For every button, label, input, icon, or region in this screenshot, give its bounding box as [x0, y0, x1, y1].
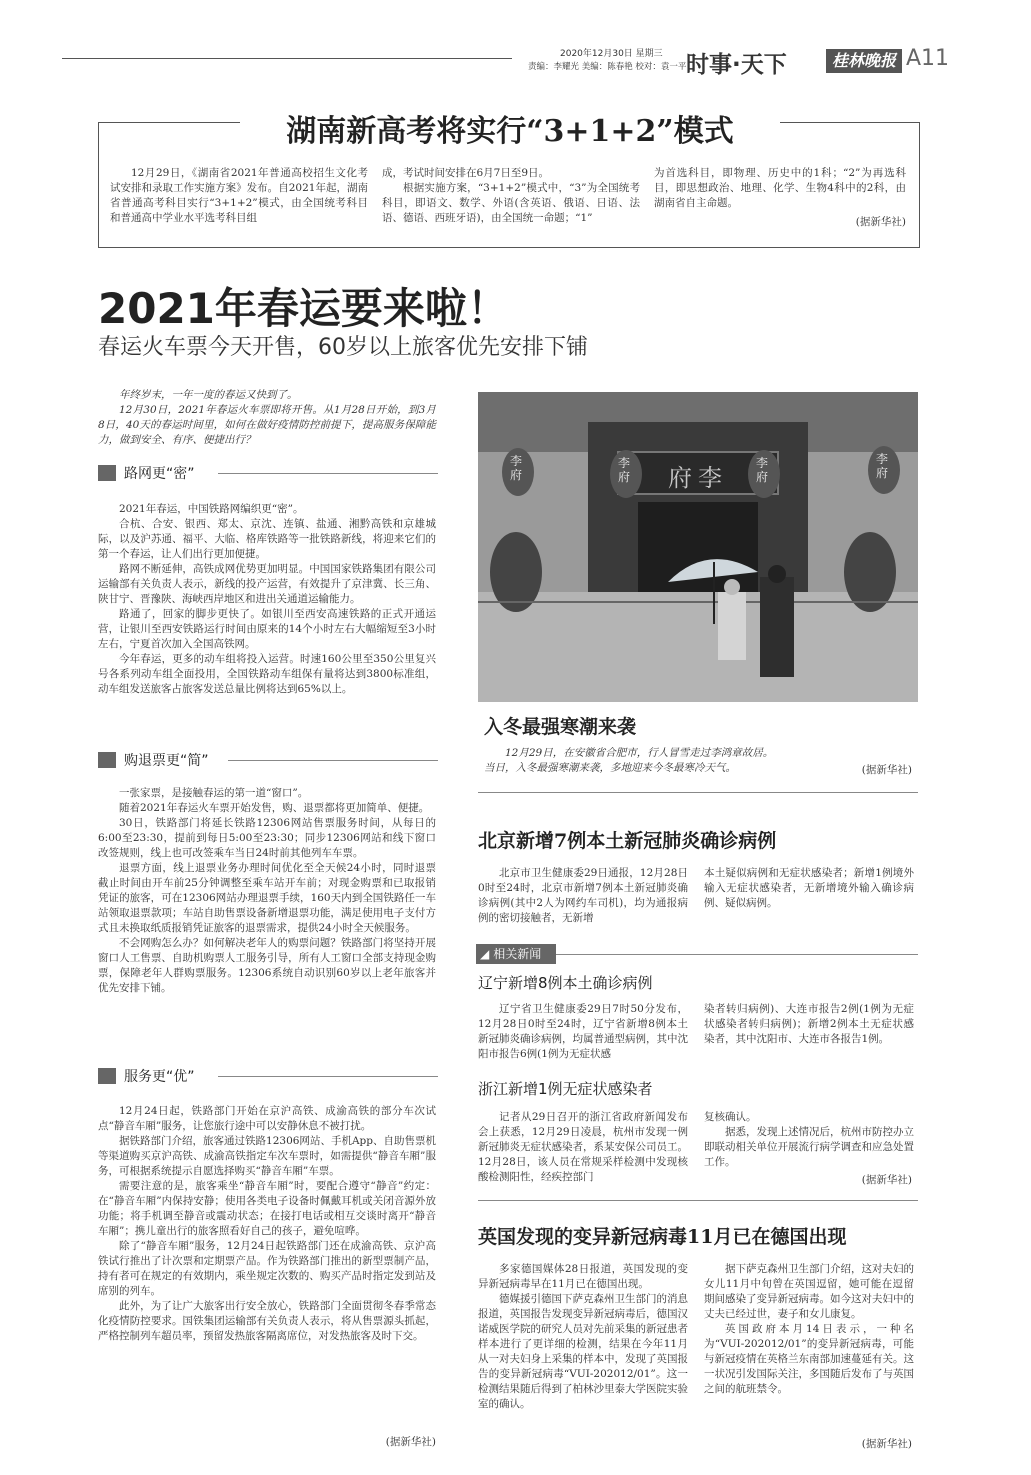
- section-marker: [98, 752, 116, 768]
- header-rule: [62, 58, 512, 59]
- photo-sign: 府李: [668, 464, 728, 492]
- section-heading-text: 购退票更“简”: [124, 753, 209, 769]
- photo-caption: 12月29日，在安徽省合肥市，行人冒雪走过李鸿章故居。 当日，入冬最强寒潮来袭，多地迎来今冬最寒冷天气。: [484, 747, 774, 774]
- related-item1-col1: 辽宁省卫生健康委29日7时50分发布，12月28日0时至24时，辽宁省新增8例本土新冠肺炎确诊病例，均属普通型病例，其中沈阳市报告6例(1例为无症状感: [478, 1003, 688, 1060]
- related-news-label: 相关新闻: [493, 947, 542, 961]
- section-heading-service: [98, 1066, 438, 1086]
- related-news-tag: [476, 944, 556, 964]
- article3-col2: 本土疑似病例和无症状感染者；新增1例境外输入无症状感染者，无新增境外输入确诊病例、疑似病例。: [704, 867, 914, 909]
- section-rule: [218, 473, 438, 474]
- section-heading-text: 路网更“密”: [124, 466, 195, 482]
- section-body-network: 2021年春运，中国铁路网编织更“密”。 合杭、合安、银西、郑太、京沈、连镇、盐通、湘黔高铁和京雄城际，以及沪苏通、福平、大临、格库铁路等一批铁路新线，将迎来它们的第一个春运，让人们出行更加便捷。 路网不断延伸，高铁成网优势更加明显。中国国家铁路集团有限公司运输部有关负责人表示，新线的投产运营，有效提升了京津冀、长三角、陕甘宁、晋豫陕、海峡西岸地区和进出关通道运输能力。 路通了，回家的脚步更快了。如银川至西安高速铁路的正式开通运营，让银川至西安铁路运行时间由原来的14个小时左右大幅缩短至3小时左右，宁夏首次加入全国高铁网。 今年春运，更多的动车组将投入运营。时速160公里至350公里复兴号各系列动车组全面投用，全国铁路动车组保有量将达到3800标准组，动车组发送旅客占旅客发送总量比例将达到65%以上。: [98, 503, 436, 695]
- section-name: 时事·天下: [686, 52, 787, 78]
- article1-col3: 为首选科目，即物理、历史中的1科；“2”为再选科目，即思想政治、地理、化学、生物4科中的2科，由湖南省自主命题。: [654, 167, 906, 209]
- article3-title: 北京新增7例本土新冠肺炎确诊病例: [478, 830, 777, 852]
- header-date: 2020年12月30日 星期三: [560, 49, 663, 59]
- paper-logo: 桂林晚报: [826, 49, 902, 73]
- photo-frame-rule: [478, 792, 918, 793]
- lantern-text: 李府: [510, 454, 523, 482]
- article1-col1: 12月29日，《湖南省2021年普通高校招生文化考试安排和录取工作实施方案》发布。自2021年起，湖南省普通高考科目实行“3+1+2”模式，由全国统考科目和普通高中学业水平选考科目组: [110, 167, 368, 224]
- article1-col2: 成，考试时间安排在6月7日至9日。 根据实施方案，“3+1+2”模式中，“3”为全国统考科目，即语文、数学、外语(含英语、俄语、日语、法语、德语、西班牙语)，由全国统一命题；“1”: [382, 167, 640, 224]
- article1-credit: (据新华社): [855, 216, 906, 228]
- lantern-text: 李府: [756, 456, 769, 484]
- related-item1-title: 辽宁新增8例本土确诊病例: [478, 974, 653, 992]
- section-heading-tickets: [98, 750, 438, 770]
- page-number: A11: [906, 46, 950, 71]
- section-heading-network: [98, 463, 438, 483]
- related-bottom-rule: [478, 1200, 918, 1201]
- photo-caption-title: 入冬最强寒潮来袭: [484, 716, 637, 738]
- section-marker: [98, 1068, 116, 1084]
- article1-title: 湖南新高考将实行“3+1+2”模式: [286, 114, 734, 149]
- section-rule: [228, 760, 438, 761]
- article4-credit: (据新华社): [861, 1438, 912, 1450]
- photo-credit: (据新华社): [861, 764, 912, 776]
- related-item2-col2: 复核确认。 据悉，发现上述情况后，杭州市防控办立即联动相关单位开展流行病学调查和应急处置工作。: [704, 1111, 914, 1168]
- section-marker: [98, 465, 116, 481]
- related-item2-col1: 记者从29日召开的浙江省政府新闻发布会上获悉，12月29日凌晨，杭州市发现一例新冠肺炎无症状感染者，系某安保公司员工。12月28日，该人员在常规采样检测中发现核酸检测阳性，经疾控部门: [478, 1111, 688, 1183]
- section-body-service: 12月24日起，铁路部门开始在京沪高铁、成渝高铁的部分车次试点“静音车厢”服务，让您旅行途中可以安静休息不被打扰。 据铁路部门介绍，旅客通过铁路12306网站、手机App、自助售票机等渠道购买京沪高铁、成渝高铁指定车次车票时，如需提供“静音车厢”服务，可根据系统提示自愿选择购买“静音车厢”车票。 需要注意的是，旅客乘坐“静音车厢”时，要配合遵守“静音”约定：在“静音车厢”内保持安静；使用各类电子设备时佩戴耳机或关闭音源外放功能；将手机调至静音或震动状态；在接打电话或相互交谈时离开“静音车厢”；携儿童出行的旅客照看好自己的孩子，避免喧哗。 除了“静音车厢”服务，12月24日起铁路部门还在成渝高铁、京沪高铁试行推出了计次票和定期票产品。作为铁路部门推出的新型票制产品，持有者可在规定的有效期内，乘坐规定次数的、购买产品时指定发到站及席别的列车。 此外，为了让广大旅客出行安全放心，铁路部门全面贯彻冬春季常态化疫情防控要求。国铁集团运输部有关负责人表示，将从售票源头抓起，严格控制列车超员率，预留发热旅客隔离席位，对发热旅客及时下交。: [98, 1105, 436, 1342]
- article4-col1: 多家德国媒体28日报道，英国发现的变异新冠病毒早在11月已在德国出现。 德媒援引德国下萨克森州卫生部门的消息报道，英国报告发现变异新冠病毒后，德国汉诺威医学院的研究人员对先前采集的新冠患者样本进行了更详细的检测，结果在今年11月从一对夫妇身上采集的样本中，发现了英国报告的变异新冠病毒“VUI-202012/01”。这一检测结果随后得到了柏林沙里泰大学医院实验室的确认。: [478, 1263, 688, 1410]
- article3-col1: 北京市卫生健康委29日通报，12月28日0时至24时，北京市新增7例本土新冠肺炎确诊病例(其中2人为网约车司机)，均为通报病例的密切接触者，无新增: [478, 867, 688, 924]
- lantern-text: 李府: [618, 456, 631, 484]
- related-item2-title: 浙江新增1例无症状感染者: [478, 1080, 653, 1098]
- section-rule: [218, 1076, 438, 1077]
- related-credit: (据新华社): [861, 1174, 912, 1186]
- related-news-rule: [556, 954, 918, 955]
- section-body-tickets: 一张家票，是接触春运的第一道“窗口”。 随着2021年春运火车票开始发售，购、退票都将更加简单、便捷。 30日，铁路部门将延长铁路12306网站售票服务时间，从每日的6:00至23:30，提前到每日5:00至23:30；同步12306网站和线下窗口改签规则，线上也可改签乘车当日24时前其他列车车票。 退票方面，线上退票业务办理时间优化至全天候24小时，同时退票截止时间由开车前25分钟调整至乘车站开车前；对现金购票和已取报销凭证的旅客，可在12306网站办理退票手续，160天内到全国铁路任一车站领取退票款项；车站自助售票设备新增退票功能，满足使用电子支付方式且未换取纸质报销凭证旅客的退票需求，提供24小时全天候服务。 不会网购怎么办？如何解决老年人的购票问题？铁路部门将坚持开展窗口人工售票、自助机购票人工服务引导，所有人工窗口全部支持现金购票，保障老年人群购票服务。12306系统自动识别60岁以上老年旅客并优先安排下铺。: [98, 787, 436, 994]
- article4-title: 英国发现的变异新冠病毒11月已在德国出现: [478, 1226, 847, 1248]
- section-heading-text: 服务更“优”: [124, 1069, 195, 1085]
- arrow-icon: ◢: [480, 947, 490, 961]
- lantern-text: 李府: [876, 452, 889, 480]
- snow-photo: [478, 392, 918, 702]
- article2-lead: 年终岁末，一年一度的春运又快到了。 12月30日，2021年春运火车票即将开售。从1月28日开始，到3月8日，40天的春运时间里，如何在做好疫情防控前提下，提高服务保障能力，做到安全、有序、便捷出行？: [98, 389, 436, 446]
- article2-title: 2021年春运要来啦！: [98, 284, 509, 333]
- related-item1-col2: 染者转归病例)、大连市报告2例(1例为无症状感染者转归病例)；新增2例本土无症状感染者，其中沈阳市、大连市各报告1例。: [704, 1003, 914, 1045]
- snow-scene-image: [478, 392, 918, 702]
- article2-credit: (据新华社): [385, 1436, 436, 1448]
- article4-col2: 据下萨克森州卫生部门介绍，这对夫妇的女儿11月中旬曾在英国逗留，她可能在逗留期间感染了变异新冠病毒。如今这对夫妇中的丈夫已经过世，妻子和女儿康复。 英国政府本月14日表示，一种名为“VUI-202012/01”的变异新冠病毒，可能与新冠疫情在英格兰东南部加速蔓延有关。这一状况引发国际关注，多国随后发布了与英国之间的航班禁令。: [704, 1263, 914, 1395]
- article2-subtitle: 春运火车票今天开售，60岁以上旅客优先安排下铺: [98, 335, 588, 360]
- header-editors: 责编：李耀光 美编：陈春艳 校对：袁一平: [528, 62, 687, 72]
